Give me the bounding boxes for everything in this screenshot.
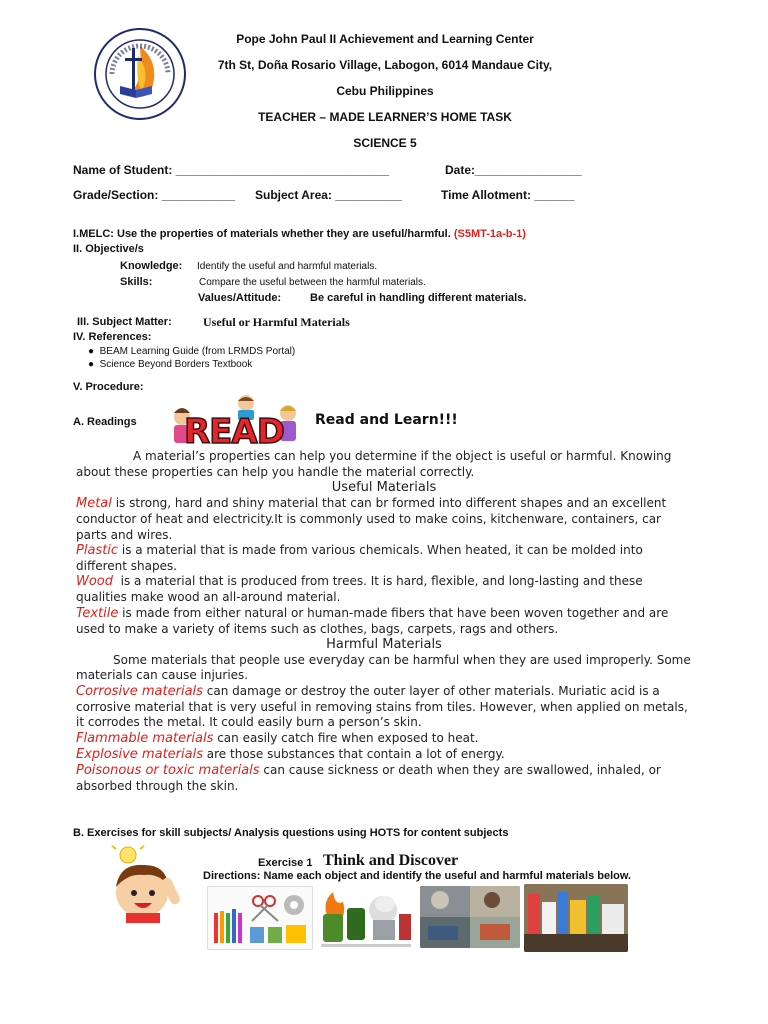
exercise-label: Exercise 1 <box>258 857 313 869</box>
exercise-directions: Directions: Name each object and identify the useful and harmful materials below. <box>203 870 632 882</box>
wood-term: Wood <box>76 574 114 589</box>
textile-line-2: used to make a variety of items such as clothes, bags, carpets, rags and others. <box>76 622 559 636</box>
plastic-term: Plastic <box>76 543 119 558</box>
plastic-paragraph <box>76 543 643 559</box>
corrosive-term: Corrosive materials <box>76 684 203 699</box>
harmful-intro-line-1: Some materials that people use everyday can be harmful when they are used improperly. Some <box>113 653 691 667</box>
time-allotment-field[interactable]: Time Allotment: ______ <box>441 188 575 202</box>
procedure-heading: V. Procedure: <box>73 381 144 393</box>
grade-section-field[interactable]: Grade/Section: ___________ <box>73 188 236 202</box>
explosive-paragraph <box>76 747 505 763</box>
read-clipart <box>170 393 300 453</box>
flammable-term: Flammable materials <box>76 731 214 746</box>
poisonous-line-2: absorbed through the skin. <box>76 779 239 793</box>
exercises-heading: B. Exercises for skill subjects/ Analysis questions using HOTS for content subjects <box>73 827 509 839</box>
corrosive-line-2: corrosive material that is very useful in removing stains from tiles. However, when applied on metals, <box>76 700 688 714</box>
household-chemicals-image <box>524 884 628 952</box>
readings-label: A. Readings <box>73 416 137 428</box>
harmful-materials-heading: Harmful Materials <box>326 637 442 652</box>
melc-line <box>73 228 526 240</box>
exercise-title: Think and Discover <box>323 852 459 869</box>
textile-line-1: is made from either natural or human-made fibers that have been woven together and are <box>118 606 669 620</box>
references-heading: IV. References: <box>73 331 152 343</box>
reference-text: BEAM Learning Guide (from LRMDS Portal) <box>99 346 296 357</box>
textile-paragraph <box>76 606 668 622</box>
school-logo <box>92 26 188 122</box>
school-supplies-image <box>207 886 313 950</box>
metal-line-3: parts and wires. <box>76 528 173 542</box>
metal-paragraph <box>76 496 666 512</box>
explosive-line-1: are those substances that contain a lot of energy. <box>202 747 505 761</box>
reference-text: Science Beyond Borders Textbook <box>99 359 253 370</box>
plastic-line-2: different shapes. <box>76 559 178 573</box>
subject-matter-value: Useful or Harmful Materials <box>203 315 350 329</box>
metal-line-1: is strong, hard and shiny material that can br formed into different shapes and an excellent <box>111 496 667 510</box>
subject-matter-label: III. Subject Matter: <box>77 316 172 328</box>
wood-line-2: qualities make wood an all-around material. <box>76 590 341 604</box>
reference-item: ● Science Beyond Borders Textbook <box>88 359 253 370</box>
poisonous-term: Poisonous or toxic materials <box>76 763 260 778</box>
objectives-heading: II. Objective/s <box>73 243 144 255</box>
textiles-collage-image <box>420 886 520 948</box>
subject-area-field[interactable]: Subject Area: __________ <box>255 188 402 202</box>
school-name: Pope John Paul II Achievement and Learning Center <box>236 32 534 46</box>
read-and-learn-banner: Read and Learn!!! <box>315 412 458 428</box>
poisonous-paragraph <box>76 763 661 779</box>
plastic-line-1: is a material that is made from various chemicals. When heated, it can be molded into <box>118 543 643 557</box>
corrosive-line-1: can damage or destroy the outer layer of other materials. Muriatic acid is a <box>202 684 660 698</box>
poisonous-line-1: can cause sickness or death when they are swallowed, inhaled, or <box>259 763 661 777</box>
melc-text: I.MELC: Use the properties of materials whether they are useful/harmful. <box>73 228 451 240</box>
hazardous-materials-image <box>313 884 416 950</box>
task-title: TEACHER – MADE LEARNER’S HOME TASK <box>258 110 512 124</box>
knowledge-text: Identify the useful and harmful materials. <box>197 261 378 272</box>
textile-term: Textile <box>76 606 119 621</box>
wood-paragraph <box>76 574 643 590</box>
harmful-intro-line-2: materials can cause injuries. <box>76 668 249 682</box>
intro-line-1: A material’s properties can help you determine if the object is useful or harmful. Knowing <box>133 449 672 463</box>
student-name-field[interactable]: Name of Student: ________________________________ <box>73 163 390 177</box>
intro-line-2: about these properties can help you handle the material correctly. <box>76 465 475 479</box>
date-field[interactable]: Date:________________ <box>445 163 582 177</box>
school-address-line2: Cebu Philippines <box>336 84 434 98</box>
metal-line-2: conductor of heat and electricity.It is commonly used to make coins, kitchenware, containers, car <box>76 512 661 526</box>
corrosive-line-3: it corrodes the metal. It could easily burn a person’s skin. <box>76 715 422 729</box>
school-address-line1: 7th St, Doña Rosario Village, Labogon, 6014 Mandaue City, <box>217 58 553 72</box>
metal-term: Metal <box>76 496 112 511</box>
skills-text: Compare the useful between the harmful materials. <box>199 277 426 288</box>
read-word: READ <box>184 412 284 452</box>
wood-line-1: is a material that is produced from trees. It is hard, flexible, and long-lasting and these <box>113 574 643 588</box>
flammable-paragraph <box>76 731 479 747</box>
thinking-kid-clipart <box>100 843 200 923</box>
subject-title: SCIENCE 5 <box>353 136 417 150</box>
values-label: Values/Attitude: <box>198 292 282 304</box>
values-text: Be careful in handling different materials. <box>310 292 527 304</box>
useful-materials-heading: Useful Materials <box>331 480 437 495</box>
knowledge-label: Knowledge: <box>120 260 183 272</box>
melc-code: (S5MT-1a-b-1) <box>453 228 526 240</box>
skills-label: Skills: <box>120 276 153 288</box>
corrosive-paragraph <box>76 684 660 700</box>
explosive-term: Explosive materials <box>76 747 203 762</box>
flammable-line-1: can easily catch fire when exposed to heat. <box>213 731 479 745</box>
reference-item: ● BEAM Learning Guide (from LRMDS Portal) <box>88 346 296 357</box>
